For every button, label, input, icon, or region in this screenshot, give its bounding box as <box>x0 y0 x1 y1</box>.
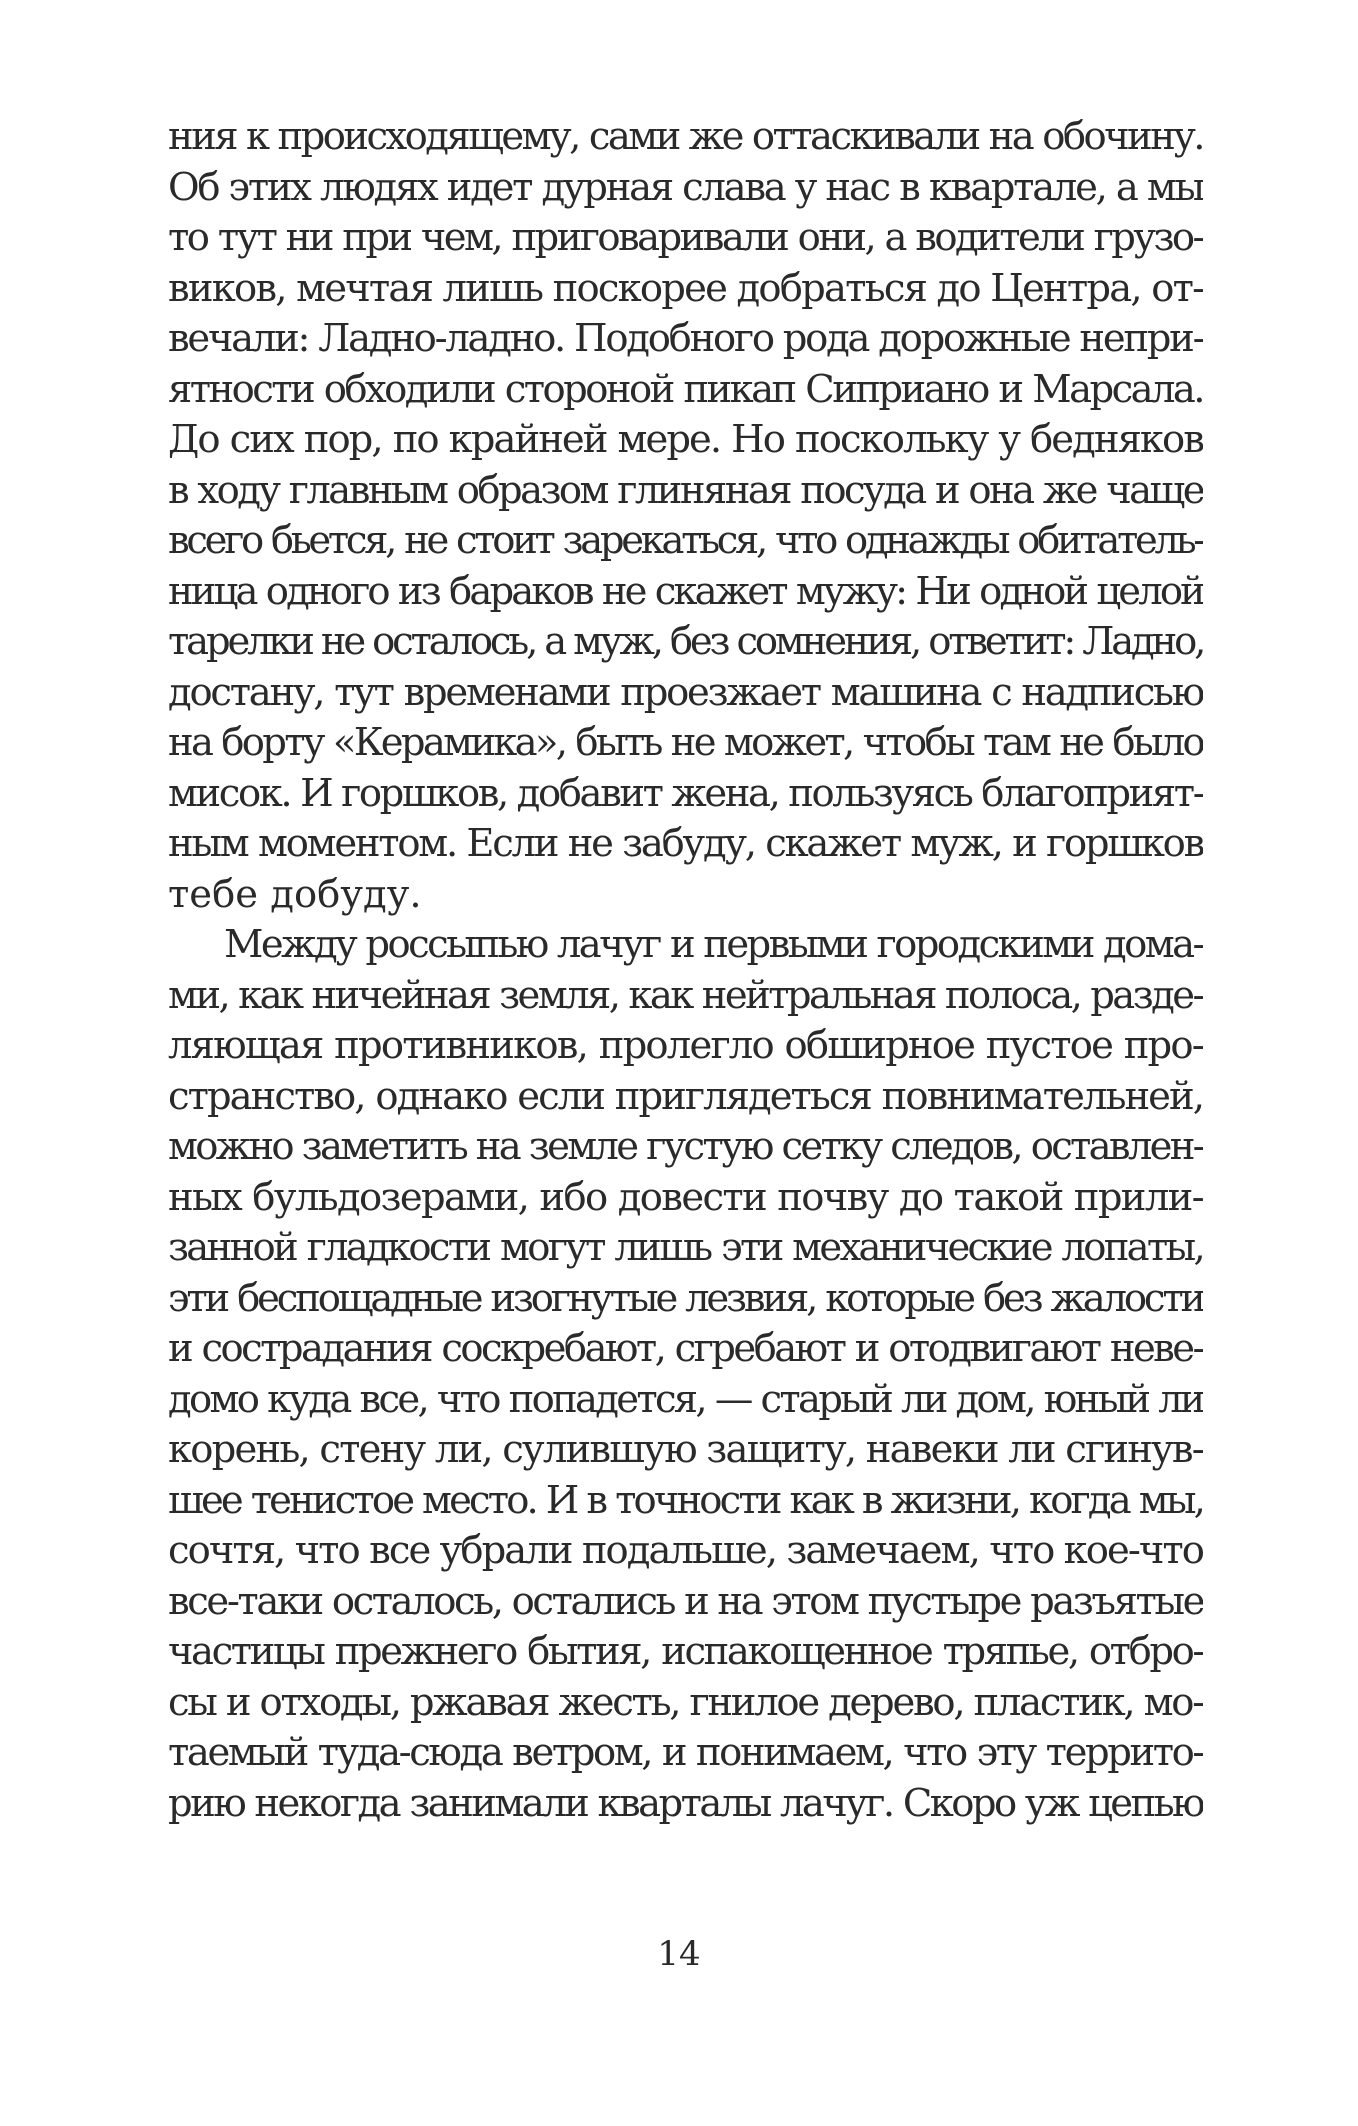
text-line: ния к происходящему, сами же оттаскивали на обочину. <box>168 114 1203 159</box>
text-line: сы и отходы, ржавая жесть, гнилое дерево, пластик, мо- <box>168 1679 1203 1725</box>
text-line: занной гладкости могут лишь эти механические лопаты, <box>168 1225 1203 1270</box>
text-line: домо куда все, что попадется, — старый ли дом, юный ли <box>168 1376 1203 1422</box>
text-line: ных бульдозерами, ибо довести почву до такой прили- <box>168 1174 1203 1220</box>
text-line: До сих пор, по крайней мере. Но поскольку у бедняков <box>168 417 1203 462</box>
text-line: таемый туда-сюда ветром, и понимаем, что эту террито- <box>168 1730 1203 1775</box>
text-line: Об этих людях идет дурная слава у нас в квартале, а мы <box>168 164 1203 210</box>
text-line: ляющая противников, пролегло обширное пустое про- <box>168 1023 1203 1068</box>
text-line: ным моментом. Если не забуду, скажет муж, и горшков <box>168 821 1203 866</box>
text-line: частицы прежнего бытия, испакощенное тряпье, отбро- <box>168 1629 1203 1674</box>
text-line: достану, тут временами проезжает машина с надписью <box>168 669 1203 715</box>
text-line: странство, однако если приглядеться повнимательней, <box>168 1073 1203 1119</box>
text-line: корень, стену ли, сулившую защиту, навеки ли сгинув- <box>168 1427 1203 1472</box>
text-line: ница одного из бараков не скажет мужу: Ни одной целой <box>168 568 1203 614</box>
text-line: всего бьется, не стоит зарекаться, что однажды обитатель- <box>168 518 1203 563</box>
text-line: в ходу главным образом глиняная посуда и она же чаще <box>168 467 1203 513</box>
body-text <box>168 112 1203 1829</box>
text-line: ми, как ничейная земля, как нейтральная полоса, разде- <box>168 972 1203 1018</box>
text-line: виков, мечтая лишь поскорее добраться до Центра, от- <box>168 265 1203 311</box>
text-line: вечали: Ладно-ладно. Подобного рода дорожные непри- <box>168 316 1203 361</box>
text-line: ятности обходили стороной пикап Сиприано и Марсала. <box>168 366 1203 412</box>
text-line: шее тенистое место. И в точности как в жизни, когда мы, <box>168 1477 1203 1523</box>
text-line: все-таки осталось, остались и на этом пустыре разъятые <box>168 1578 1203 1624</box>
text-line: тарелки не осталось, а муж, без сомнения, ответит: Ладно, <box>168 619 1203 664</box>
page-number: 14 <box>657 1934 701 1974</box>
text-line: сочтя, что все убрали подальше, замечаем, что кое-что <box>168 1528 1203 1573</box>
text-line: то тут ни при чем, приговаривали они, а водители грузо- <box>168 215 1203 260</box>
text-line: можно заметить на земле густую сетку следов, оставлен- <box>168 1124 1203 1169</box>
text-line: рию некогда занимали кварталы лачуг. Скоро уж цепью <box>168 1780 1203 1826</box>
text-line: на борту «Керамика», быть не может, чтобы там не было <box>168 720 1203 765</box>
paragraph-first-line: Между россыпью лачуг и первыми городскими дома- <box>224 922 1203 967</box>
text-line: мисок. И горшков, добавит жена, пользуясь благоприят- <box>168 770 1203 816</box>
text-line: и сострадания соскребают, сгребают и отодвигают неве- <box>168 1326 1203 1371</box>
paragraph-last-line: тебе добуду. <box>168 871 422 917</box>
text-line: эти беспощадные изогнутые лезвия, которые без жалости <box>168 1275 1203 1321</box>
